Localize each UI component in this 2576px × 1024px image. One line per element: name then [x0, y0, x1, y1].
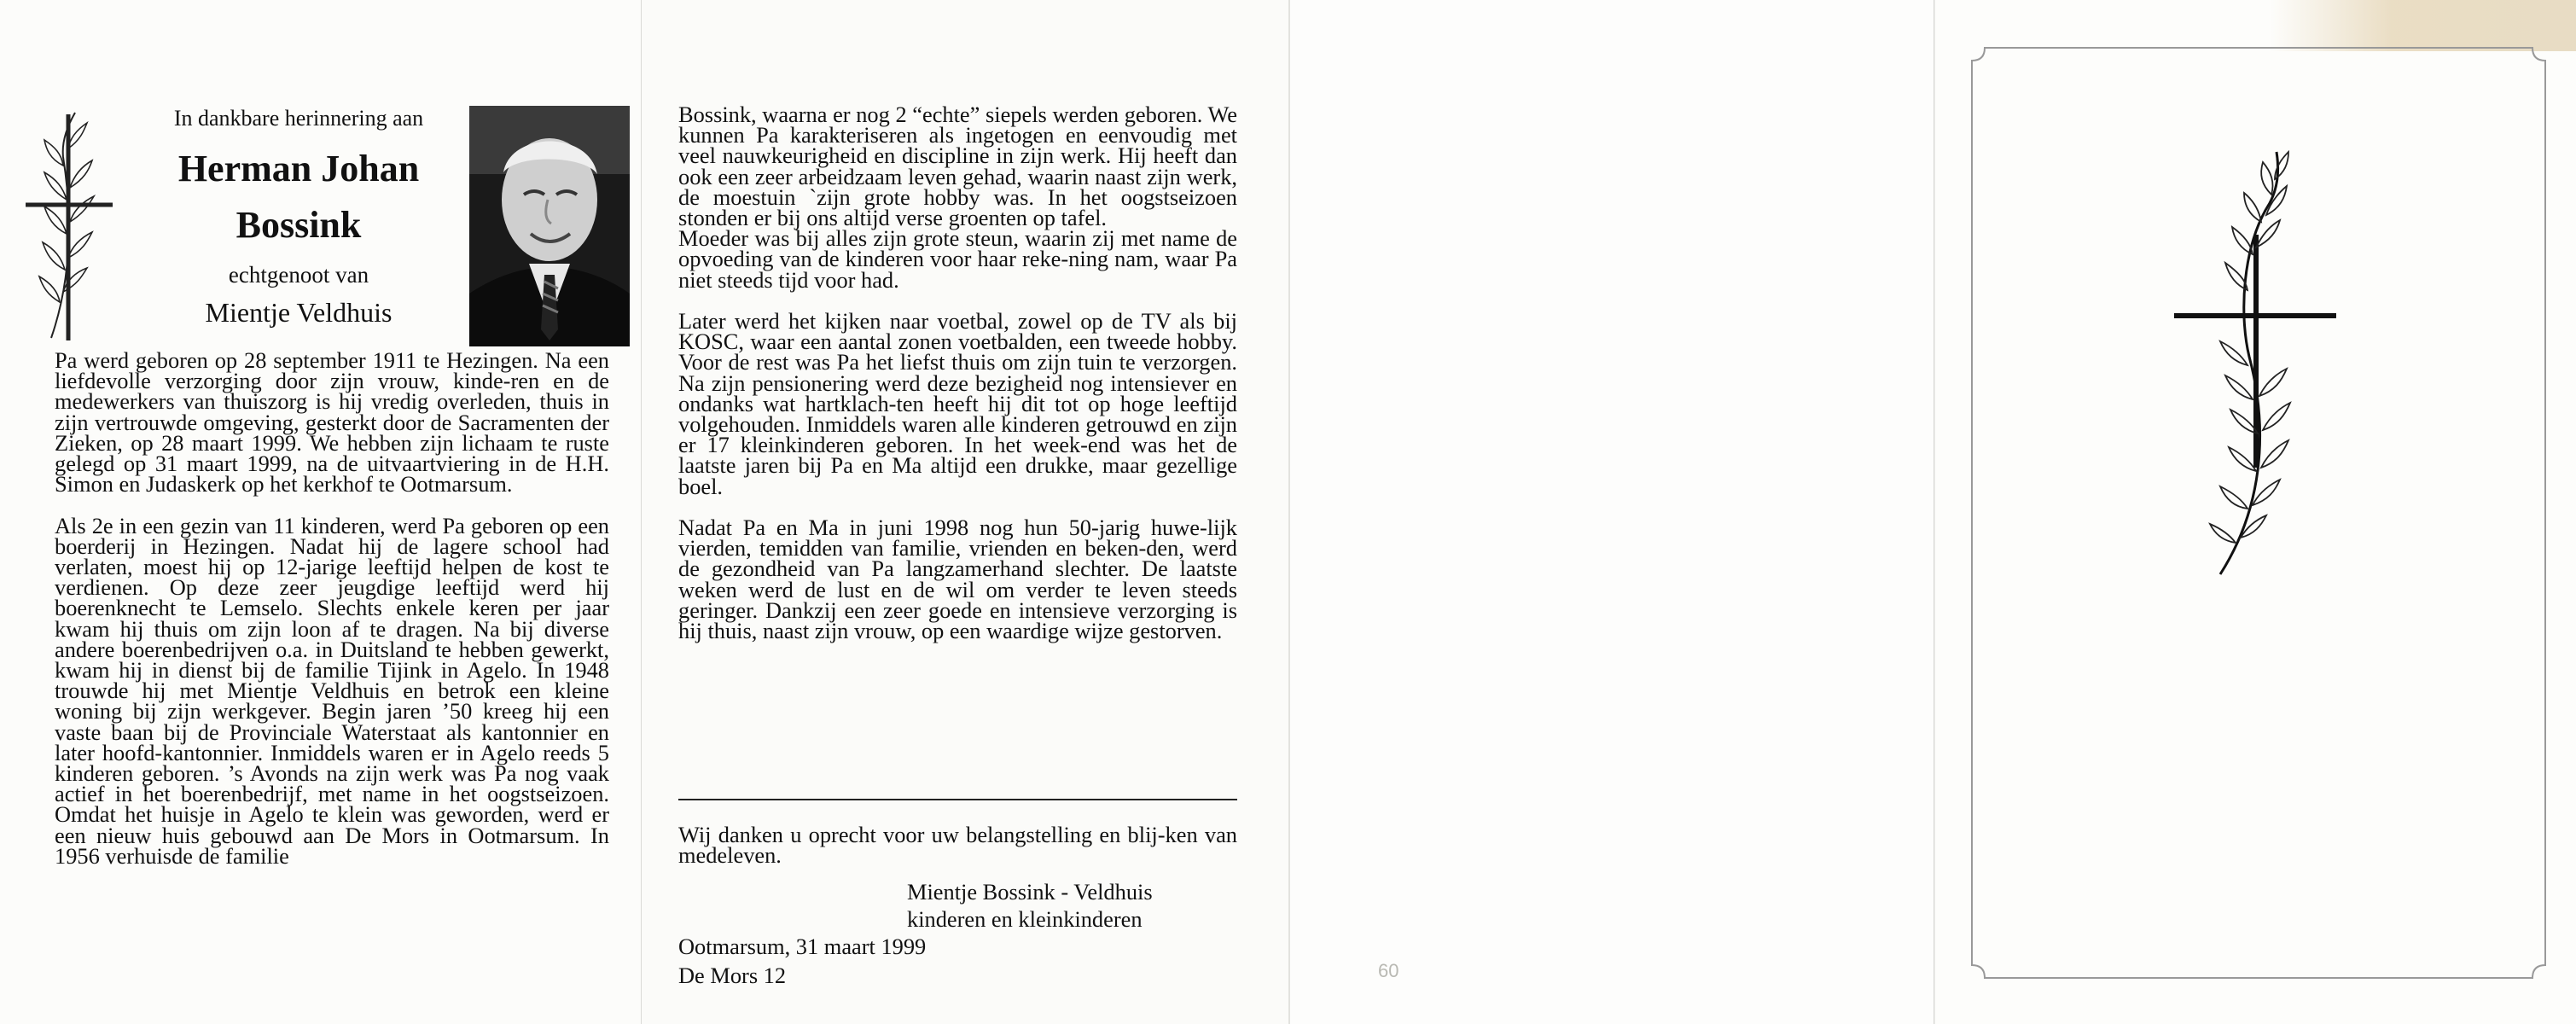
portrait-photo	[469, 106, 630, 346]
biography-column-1	[55, 347, 609, 869]
paragraph-death-notice: Pa werd geboren op 28 september 1911 te Hezingen. Na een liefdevolle verzorging door zijn vrouw, kinde-ren en de medewerkers van thuiszorg is hij vredig overleden, thuis in zijn vertrouwde omgeving, gesterkt door de Sacramenten der Zieken, op 28 maart 1999. We hebben zijn lichaam te ruste gelegd op 31 maart 1999, na de uitvaartviering in de H.H. Simon en Judaskerk op het kerkhof te Ootmarsum.	[55, 347, 609, 497]
paper-stain	[2270, 0, 2576, 51]
front-cross-with-palm-icon	[2167, 143, 2346, 579]
cross-with-palm-icon	[24, 106, 118, 345]
biography-column-2	[678, 102, 1237, 644]
address: De Mors 12	[678, 963, 787, 988]
spouse-name: Mientje Veldhuis	[205, 297, 393, 328]
place-date: Ootmarsum, 31 maart 1999	[678, 934, 927, 959]
paragraph-character: Bossink, waarna er nog 2 “echte” siepels werden geboren. We kunnen Pa karakteriseren als ingetogen en eenvoudig met veel nauwkeurigheid en discipline in zijn werk. Hij heeft dan ook een zeer arbeidzaam leven gehad, waarin naast zijn werk, de moestuin `zijn grote hobby was. In het oogstseizoen stonden er bij ons altijd verse groenten op tafel.	[678, 102, 1237, 231]
spouse-relation: echtgenoot van	[228, 262, 369, 288]
paragraph-final-years: Nadat Pa en Ma in juni 1998 nog hun 50-jarig huwe-lijk vierden, temidden van familie, vrienden en beken-den, werd de gezondheid van Pa langzamerhand slechter. De laatste weken werd de lust en de wil om verder te leven steeds geringer. Dankzij een zeer goede en intensieve verzorging is hij thuis, naast zijn vrouw, op een waardige wijze gestorven.	[678, 515, 1237, 644]
card-back	[1290, 0, 1933, 1024]
portrait-image	[469, 106, 630, 346]
page-number: 60	[1378, 960, 1399, 981]
paragraph-mother: Moeder was bij alles zijn grote steun, waarin zij met name de opvoeding van de kinderen voor haar reke-ning nam, waar Pa niet steeds tijd voor had.	[678, 225, 1237, 293]
intro-line: In dankbare herinnering aan	[173, 106, 424, 131]
deceased-name-line1: Herman Johan	[177, 148, 420, 189]
deceased-name-line2: Bossink	[236, 204, 362, 246]
signature-line-2: kinderen en kleinkinderen	[907, 906, 1143, 932]
signature-line-1: Mientje Bossink - Veldhuis	[907, 879, 1153, 905]
paragraph-early-life: Als 2e in een gezin van 11 kinderen, werd Pa geboren op een boerderij in Hezingen. Nadat hij de lagere school had verlaten, moest hij op 12-jarige leeftijd helpen de kost te verdienen. Op deze zeer jeugdige leeftijd werd hij boerenknecht te Lemselo. Slechts enkele keren per jaar kwam hij thuis om zijn loon af te dragen. Na bij diverse andere boerenbedrijven o.a. in Duitsland te hebben gewerkt, kwam hij in dienst bij de familie Tijink in Agelo. In 1948 trouwde hij met Mientje Veldhuis en betrok een kleine woning bij zijn werkgever. Begin jaren ’50 kreeg hij een vaste baan bij de Provinciale Waterstaat als kantonnier en later hoofd-kantonnier. Inmiddels waren er in Agelo reeds 5 kinderen geboren. ’s Avonds na zijn werk was Pa nog vaak actief in het boerenbedrijf, met name in het oogstseizoen. Omdat het huisje in Agelo te klein was geworden, werd er een nieuw huis gebouwd aan De Mors in Ootmarsum. In 1956 verhuisde de familie	[55, 512, 609, 869]
paragraph-hobbies: Later werd het kijken naar voetbal, zowel op de TV als bij KOSC, waar een aantal zonen voetbalden, een tweede hobby. Voor de rest was Pa het liefst thuis om zijn tuin te verzorgen. Na zijn pensionering werd deze bezigheid nog intensiever en ondanks wat hartklach-ten heeft hij dit tot op hoge leeftijd volgehouden. Inmiddels waren alle kinderen getrouwd en zijn er 17 kleinkinderen geboren. In het week-end was het de laatste jaren bij Pa en Ma altijd een drukke, maar gezellige boel.	[678, 308, 1237, 499]
card-inside-left	[0, 0, 642, 1024]
divider-line	[678, 799, 1237, 800]
thanks-text: Wij danken u oprecht voor uw belangstelling en blij-ken van medeleven.	[678, 822, 1237, 869]
